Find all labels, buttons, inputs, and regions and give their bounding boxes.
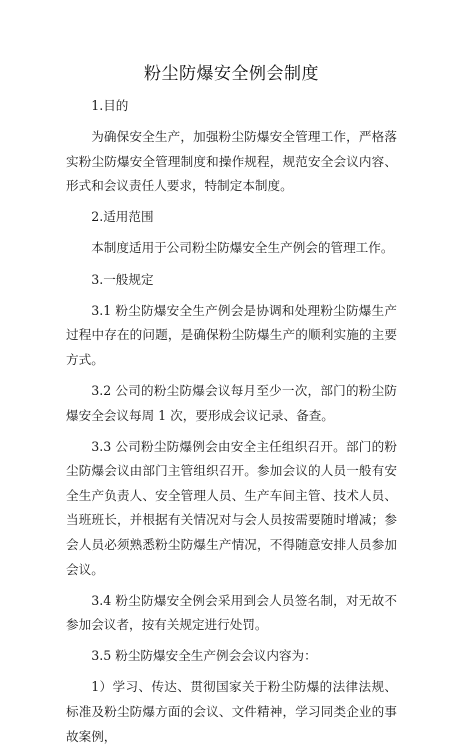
paragraph-3-4: 3.4 粉尘防爆安全例会采用到会人员签名制，对无故不参加会议者，按有关规定进行处罚。 (66, 592, 397, 633)
paragraph-3-2: 3.2 公司的粉尘防爆会议每月至少一次，部门的粉尘防爆安全会议每周 1 次，要形成会议记录、备查。 (66, 382, 397, 423)
paragraph-scope: 本制度适用于公司粉尘防爆安全生产例会的管理工作。 (91, 240, 394, 256)
paragraph-3-5: 3.5 粉尘防爆安全生产例会会议内容为： (91, 648, 317, 664)
paragraph-3-1: 3.1 粉尘防爆安全生产例会是协调和处理粉尘防爆生产过程中存在的问题，是确保粉尘防爆生产的顺利实施的主要方式。 (66, 302, 397, 367)
section-heading-purpose: 1.目的 (91, 98, 129, 113)
paragraph-3-3: 3.3 公司粉尘防爆例会由安全主任组织召开。部门的粉尘防爆会议由部门主管组织召开。参加会议的人员一般有安全生产负责人、安全管理人员、生产车间主管、技术人员、当班班长，并根据有关情况对与会人员按需要随时增减；参会人员必须熟悉粉尘防爆生产情况，不得随意安排人员参加会议。 (66, 438, 397, 577)
paragraph-purpose: 为确保安全生产，加强粉尘防爆安全管理工作，严格落实粉尘防爆安全管理制度和操作规程，规范安全会议内容、形式和会议责任人要求，特制定本制度。 (66, 129, 397, 194)
section-heading-general: 3.一般规定 (91, 271, 154, 287)
paragraph-3-5-item-1: 1）学习、传达、贯彻国家关于粉尘防爆的法律法规、标准及粉尘防爆方面的会议、文件精神，学习同类企业的事故案例， (66, 679, 397, 744)
document-title: 粉尘防爆安全例会制度 (144, 64, 319, 84)
section-heading-scope: 2.适用范围 (91, 209, 154, 225)
